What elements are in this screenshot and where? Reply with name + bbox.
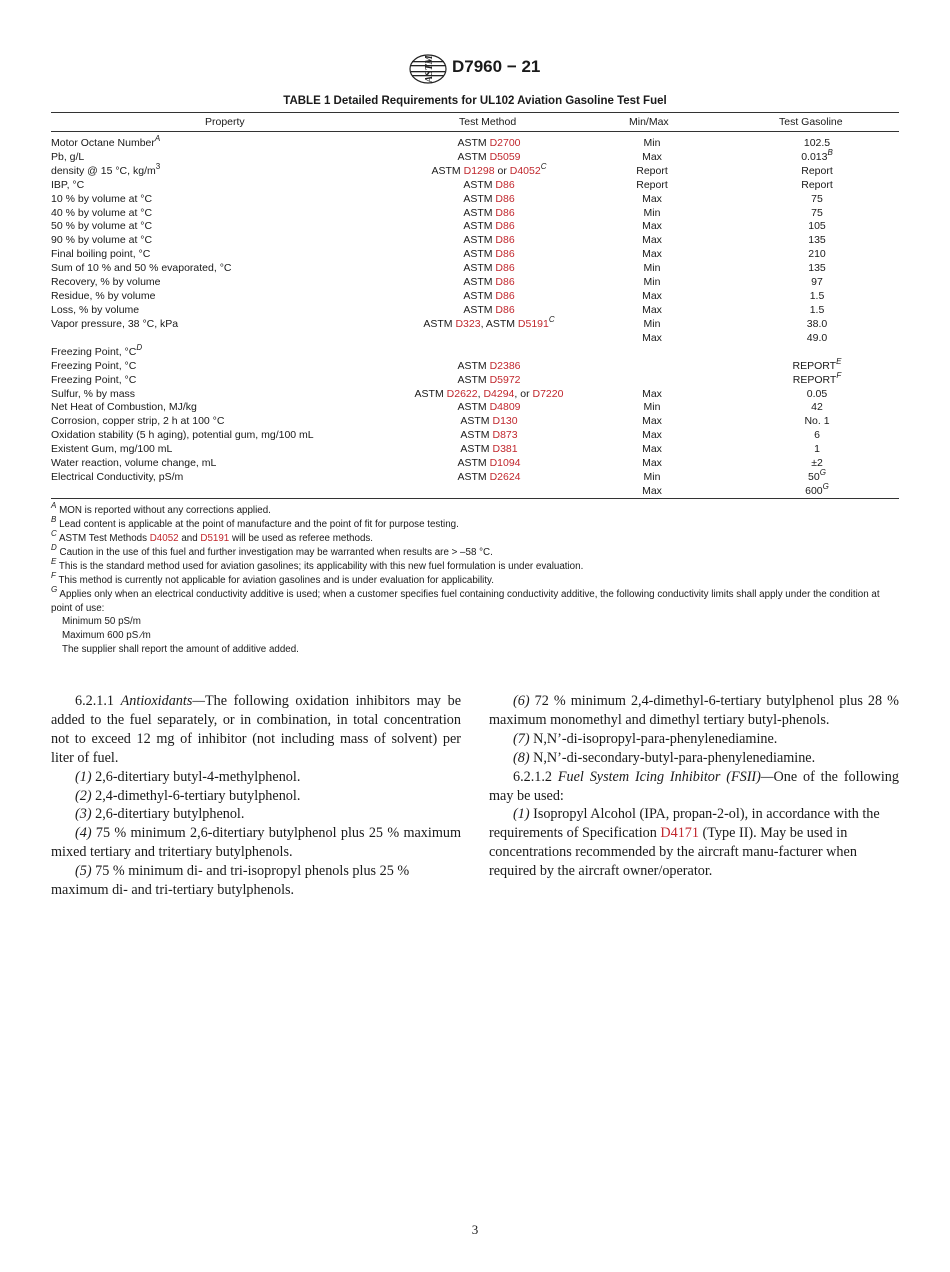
table-row bbox=[51, 275, 899, 289]
property-cell: Corrosion, copper strip, 2 h at 100 °C bbox=[51, 415, 225, 427]
standard-link[interactable]: D323 bbox=[455, 318, 481, 330]
footnote-marker: A bbox=[51, 501, 57, 510]
table-row bbox=[51, 373, 899, 387]
body-paragraph: 6.2.1.1 Antioxidants—The following oxidation inhibitors may be added to the fuel separately, or in combination, in total concentration not to exceed 12 mg of inhibitor (not including mass of solvent) per liter of fuel. bbox=[51, 693, 462, 766]
property-cell: Existent Gum, mg/100 mL bbox=[51, 443, 173, 455]
column-header-test-gasoline: Test Gasoline bbox=[779, 116, 843, 128]
property-cell: Electrical Conductivity, pS/m bbox=[51, 471, 184, 483]
test-method-cell: ASTM D5972 bbox=[457, 374, 521, 386]
property-cell: Motor Octane Number$^A$ bbox=[51, 134, 161, 149]
standard-link[interactable]: D381 bbox=[492, 443, 518, 455]
test-method-cell: ASTM D1298 or $D4052^C$ bbox=[431, 162, 547, 177]
italic-text: Fuel System Icing Inhibitor (FSII)— bbox=[557, 768, 774, 785]
table-row bbox=[51, 359, 899, 373]
table-row bbox=[51, 428, 899, 442]
test-gasoline-cell: $600^G$ bbox=[805, 482, 829, 497]
footnote-line: Maximum 600 pS ⁄m bbox=[62, 630, 151, 641]
test-method-cell: ASTM D1094 bbox=[457, 457, 521, 469]
property-cell: 10 % by volume at °C bbox=[51, 193, 153, 205]
property-cell: Freezing Point, $^\circ C^D$ bbox=[51, 343, 143, 358]
test-gasoline-cell: 75 bbox=[811, 193, 823, 205]
min-max-cell: Min bbox=[643, 401, 661, 413]
test-method-cell: ASTM D2700 bbox=[457, 137, 521, 149]
body-paragraph: (4) 75 % minimum 2,6-ditertiary butylphenol plus 25 % maximum mixed tertiary and tritertiary butylphenols. bbox=[51, 825, 461, 861]
body-paragraph: (2) 2,4-dimethyl-6-tertiary butylphenol. bbox=[75, 787, 301, 804]
min-max-cell: Max bbox=[642, 290, 662, 302]
min-max-cell: Max bbox=[642, 234, 662, 246]
min-max-cell: Max bbox=[642, 443, 662, 455]
property-cell: Final boiling point, °C bbox=[51, 248, 151, 260]
test-method-cell: ASTM D2386 bbox=[457, 360, 521, 372]
column-header-min-max: Min/Max bbox=[629, 116, 669, 128]
standard-link[interactable]: D1094 bbox=[489, 457, 521, 469]
table-row bbox=[51, 206, 899, 220]
standard-link[interactable]: D86 bbox=[495, 248, 515, 260]
footnote-marker: C bbox=[540, 162, 547, 171]
min-max-cell: Max bbox=[642, 304, 662, 316]
footnote-marker: A bbox=[154, 134, 161, 143]
footnote-marker: B bbox=[51, 515, 57, 524]
italic-text: (1) bbox=[75, 768, 92, 785]
standard-link[interactable]: D2700 bbox=[489, 137, 521, 149]
table-top-rule bbox=[51, 112, 899, 113]
table-row bbox=[51, 484, 899, 498]
unit-superscript: 3 bbox=[155, 162, 161, 171]
min-max-cell: Max bbox=[642, 388, 662, 400]
table-row bbox=[51, 247, 899, 261]
standard-link[interactable]: D2386 bbox=[489, 360, 521, 372]
test-gasoline-cell: ±2 bbox=[811, 457, 823, 469]
test-gasoline-cell: Report bbox=[801, 179, 833, 191]
test-method-cell: ASTM D873 bbox=[460, 429, 518, 441]
standard-link[interactable]: D873 bbox=[492, 429, 518, 441]
min-max-cell: Max bbox=[642, 429, 662, 441]
standard-link[interactable]: D4052 bbox=[509, 165, 541, 177]
footnote: $^A$ MON is reported without any corrections applied. bbox=[51, 501, 271, 516]
footnote-marker: G bbox=[819, 468, 826, 477]
italic-text: (8) bbox=[513, 749, 530, 766]
min-max-cell: Min bbox=[643, 318, 661, 330]
min-max-cell: Max bbox=[642, 151, 662, 163]
table-row bbox=[51, 289, 899, 303]
min-max-cell: Max bbox=[642, 220, 662, 232]
body-paragraph: 6.2.1.2 Fuel System Icing Inhibitor (FSII)—One of the following may be used: bbox=[489, 768, 899, 804]
test-gasoline-cell: 102.5 bbox=[803, 137, 831, 149]
standard-link[interactable]: D4809 bbox=[489, 401, 521, 413]
test-method-cell: ASTM D86 bbox=[463, 262, 515, 274]
test-method-cell: ASTM D86 bbox=[463, 304, 515, 316]
test-method-cell: ASTM D86 bbox=[463, 234, 515, 246]
test-gasoline-cell: No. 1 bbox=[804, 415, 830, 427]
property-cell: Vapor pressure, 38 °C, kPa bbox=[51, 318, 179, 330]
standard-link[interactable]: D86 bbox=[495, 179, 515, 191]
standard-link[interactable]: D86 bbox=[495, 207, 515, 219]
standard-link[interactable]: D86 bbox=[495, 262, 515, 274]
test-method-cell: ASTM D2624 bbox=[457, 471, 521, 483]
footnote-marker: B bbox=[827, 148, 833, 157]
footnote-marker: D bbox=[136, 343, 143, 352]
table-bottom-rule bbox=[51, 498, 899, 499]
footnote-line: The supplier shall report the amount of additive added. bbox=[62, 644, 299, 655]
standard-link[interactable]: D86 bbox=[495, 276, 515, 288]
standard-link[interactable]: D5191 bbox=[200, 533, 230, 544]
table-row bbox=[51, 178, 899, 192]
footnote: $^C$ ASTM Test Methods D4052 and D5191 will be used as referee methods. bbox=[51, 529, 374, 544]
standard-link[interactable]: D86 bbox=[495, 220, 515, 232]
test-gasoline-cell: $REPORT^F$ bbox=[792, 371, 842, 386]
footnote-marker: F bbox=[836, 371, 842, 380]
body-paragraph: (1) Isopropyl Alcohol (IPA, propan-2-ol), in accordance with the requirements of Specification D4171 (Type II). May be used in concentrations recommended by the aircraft manu-facturer when required by the aircraft owner/operator. bbox=[489, 806, 880, 880]
min-max-cell: Report bbox=[636, 165, 668, 177]
test-gasoline-cell: $0.013^B$ bbox=[801, 148, 833, 163]
test-method-cell: ASTM D130 bbox=[460, 415, 518, 427]
standard-link[interactable]: D4294 bbox=[483, 388, 515, 400]
column-header-property: Property bbox=[205, 116, 245, 128]
min-max-cell: Max bbox=[642, 457, 662, 469]
footnote-marker: D bbox=[51, 543, 57, 552]
test-gasoline-cell: 75 bbox=[811, 207, 823, 219]
test-gasoline-cell: 42 bbox=[811, 401, 823, 413]
property-cell: Water reaction, volume change, mL bbox=[51, 457, 217, 469]
table-row bbox=[51, 192, 899, 206]
table-row bbox=[51, 261, 899, 275]
property-cell: Loss, % by volume bbox=[51, 304, 140, 316]
standard-link[interactable]: D1298 bbox=[463, 165, 495, 177]
italic-text: (3) bbox=[75, 806, 92, 823]
standard-link[interactable]: D130 bbox=[492, 415, 518, 427]
table-row bbox=[51, 303, 899, 317]
test-gasoline-cell: 6 bbox=[814, 429, 820, 441]
test-gasoline-cell: 1 bbox=[814, 443, 820, 455]
min-max-cell: Report bbox=[636, 179, 668, 191]
column-header-test-method: Test Method bbox=[459, 116, 517, 128]
footnote: $^E$ This is the standard method used for aviation gasolines; its applicability with this new fuel formulation is under evaluation. bbox=[51, 557, 584, 572]
property-cell: Freezing Point, °C bbox=[51, 374, 137, 386]
body-column-left bbox=[51, 692, 461, 900]
body-paragraph: (1) 2,6-ditertiary butyl-4-methylphenol. bbox=[75, 768, 301, 785]
body-paragraph: (8) N,N’-di-secondary-butyl-para-phenylenediamine. bbox=[513, 749, 816, 766]
property-cell: Pb, g/L bbox=[51, 151, 85, 163]
table-row bbox=[51, 414, 899, 428]
standard-link[interactable]: D2624 bbox=[489, 471, 521, 483]
property-cell: 40 % by volume at °C bbox=[51, 207, 153, 219]
footnote-marker: G bbox=[51, 585, 58, 594]
footnote-marker: G bbox=[822, 482, 829, 491]
test-gasoline-cell: 105 bbox=[808, 220, 826, 232]
table-row bbox=[51, 387, 899, 401]
test-gasoline-cell: 0.05 bbox=[806, 388, 828, 400]
italic-text: (2) bbox=[75, 787, 92, 804]
body-paragraph: (7) N,N’-di-isopropyl-para-phenylenediamine. bbox=[513, 730, 778, 747]
test-method-cell: ASTM D4809 bbox=[457, 401, 521, 413]
test-method-cell: ASTM D323, ASTM $D5191^C$ bbox=[423, 315, 555, 330]
test-gasoline-cell: Report bbox=[801, 165, 833, 177]
italic-text: (1) bbox=[513, 806, 530, 823]
property-cell: Freezing Point, °C bbox=[51, 360, 137, 372]
table-header-rule bbox=[51, 131, 899, 132]
table-row bbox=[51, 345, 899, 359]
min-max-cell: Max bbox=[642, 248, 662, 260]
test-gasoline-cell: 1.5 bbox=[809, 290, 825, 302]
footnote: $^G$ Applies only when an electrical conductivity additive is used; when a customer specifies fuel containing conductivity additive, the following conductivity limits shall apply under the condition at point of use: bbox=[51, 585, 880, 614]
table-row bbox=[51, 442, 899, 456]
footnote-marker: C bbox=[548, 315, 555, 324]
min-max-cell: Min bbox=[643, 276, 661, 288]
standard-link[interactable]: D2622 bbox=[446, 388, 478, 400]
table-title: TABLE 1 Detailed Requirements for UL102 Aviation Gasoline Test Fuel bbox=[283, 95, 667, 107]
svg-text:ASTM: ASTM bbox=[424, 55, 435, 83]
footnote: $^D$ Caution in the use of this fuel and further investigation may be warranted when results are > –58 °C. bbox=[51, 543, 493, 558]
min-max-cell: Max bbox=[642, 485, 662, 497]
min-max-cell: Min bbox=[643, 137, 661, 149]
standard-link[interactable]: D5059 bbox=[489, 151, 521, 163]
italic-text: Antioxidants— bbox=[120, 693, 205, 709]
test-gasoline-cell: 1.5 bbox=[809, 304, 825, 316]
standard-link[interactable]: D86 bbox=[495, 304, 515, 316]
test-gasoline-cell: $50^G$ bbox=[808, 468, 826, 483]
min-max-cell: Max bbox=[642, 332, 662, 344]
min-max-cell: Min bbox=[643, 471, 661, 483]
footnote-marker: F bbox=[51, 571, 56, 580]
footnote-line: Minimum 50 pS/m bbox=[62, 616, 141, 627]
property-cell: Sulfur, % by mass bbox=[51, 388, 136, 400]
min-max-cell: Min bbox=[643, 207, 661, 219]
property-cell: Net Heat of Combustion, MJ/kg bbox=[51, 401, 197, 413]
test-method-cell: ASTM D86 bbox=[463, 290, 515, 302]
test-method-cell: ASTM D2622, D4294, or D7220 bbox=[414, 388, 564, 400]
page-header bbox=[0, 56, 950, 82]
standard-link[interactable]: D86 bbox=[495, 290, 515, 302]
test-method-cell: ASTM D86 bbox=[463, 248, 515, 260]
footnote-marker: E bbox=[51, 557, 57, 566]
property-cell: Sum of 10 % and 50 % evaporated, °C bbox=[51, 262, 232, 274]
standard-link[interactable]: D4171 bbox=[660, 825, 699, 842]
table-row bbox=[51, 317, 899, 331]
test-gasoline-cell: 135 bbox=[808, 234, 826, 246]
min-max-cell: Max bbox=[642, 415, 662, 427]
test-gasoline-cell: 97 bbox=[811, 276, 823, 288]
footnote-marker: E bbox=[836, 357, 842, 366]
test-method-cell: ASTM D86 bbox=[463, 276, 515, 288]
property-cell: IBP, °C bbox=[51, 179, 85, 191]
body-paragraph: (5) 75 % minimum di- and tri-isopropyl phenols plus 25 % maximum di- and tri-tertiary butylphenols. bbox=[51, 863, 410, 899]
document-id: D7960 − 21 bbox=[452, 57, 541, 76]
standard-link[interactable]: D5972 bbox=[489, 374, 521, 386]
standard-link[interactable]: D5191 bbox=[517, 318, 549, 330]
body-paragraph: (3) 2,6-ditertiary butylphenol. bbox=[75, 806, 245, 823]
body-column-right bbox=[489, 692, 899, 881]
italic-text: (7) bbox=[513, 730, 530, 747]
standard-link[interactable]: D4052 bbox=[149, 533, 179, 544]
footnote-marker: C bbox=[51, 529, 57, 538]
property-cell: Recovery, % by volume bbox=[51, 276, 161, 288]
italic-text: (4) bbox=[75, 825, 92, 842]
test-method-cell: ASTM D86 bbox=[463, 193, 515, 205]
property-cell: 90 % by volume at °C bbox=[51, 234, 153, 246]
body-paragraph: (6) 72 % minimum 2,4-dimethyl-6-tertiary butylphenol plus 28 % maximum monomethyl and dimethyl tertiary butyl-phenols. bbox=[489, 693, 899, 728]
test-gasoline-cell: 135 bbox=[808, 262, 826, 274]
test-method-cell: ASTM D86 bbox=[463, 220, 515, 232]
table-row bbox=[51, 470, 899, 484]
table-row bbox=[51, 219, 899, 233]
italic-text: (5) bbox=[75, 863, 92, 880]
standard-link[interactable]: D86 bbox=[495, 234, 515, 246]
table-row bbox=[51, 456, 899, 470]
test-method-cell: ASTM D5059 bbox=[457, 151, 521, 163]
property-cell: 50 % by volume at °C bbox=[51, 220, 153, 232]
table-row bbox=[51, 233, 899, 247]
property-cell: Residue, % by volume bbox=[51, 290, 156, 302]
footnote: $^F$ This method is currently not applicable for aviation gasolines and is under evaluation for applicability. bbox=[51, 571, 494, 586]
min-max-cell: Max bbox=[642, 193, 662, 205]
test-gasoline-cell: $REPORT^E$ bbox=[792, 357, 842, 372]
test-method-cell: ASTM D381 bbox=[460, 443, 518, 455]
test-gasoline-cell: 38.0 bbox=[806, 318, 828, 330]
standard-link[interactable]: D7220 bbox=[532, 388, 564, 400]
property-cell: Oxidation stability (5 h aging), potential gum, mg/100 mL bbox=[51, 429, 314, 441]
italic-text: (6) bbox=[513, 693, 530, 709]
table-row bbox=[51, 331, 899, 345]
table-row bbox=[51, 136, 899, 150]
property-cell: density @ 15 °C, $kg/m^3$ bbox=[51, 162, 161, 177]
page-number: 3 bbox=[471, 1222, 479, 1237]
table-row bbox=[51, 400, 899, 414]
test-gasoline-cell: 49.0 bbox=[806, 332, 828, 344]
test-method-cell: ASTM D86 bbox=[463, 179, 515, 191]
min-max-cell: Min bbox=[643, 262, 661, 274]
test-gasoline-cell: 210 bbox=[808, 248, 826, 260]
table-row bbox=[51, 150, 899, 164]
footnote: $^B$ Lead content is applicable at the point of manufacture and the point of fit for purpose testing. bbox=[51, 515, 459, 530]
test-method-cell: ASTM D86 bbox=[463, 207, 515, 219]
astm-logo-icon bbox=[409, 54, 447, 84]
standard-link[interactable]: D86 bbox=[495, 193, 515, 205]
table-row bbox=[51, 164, 899, 178]
